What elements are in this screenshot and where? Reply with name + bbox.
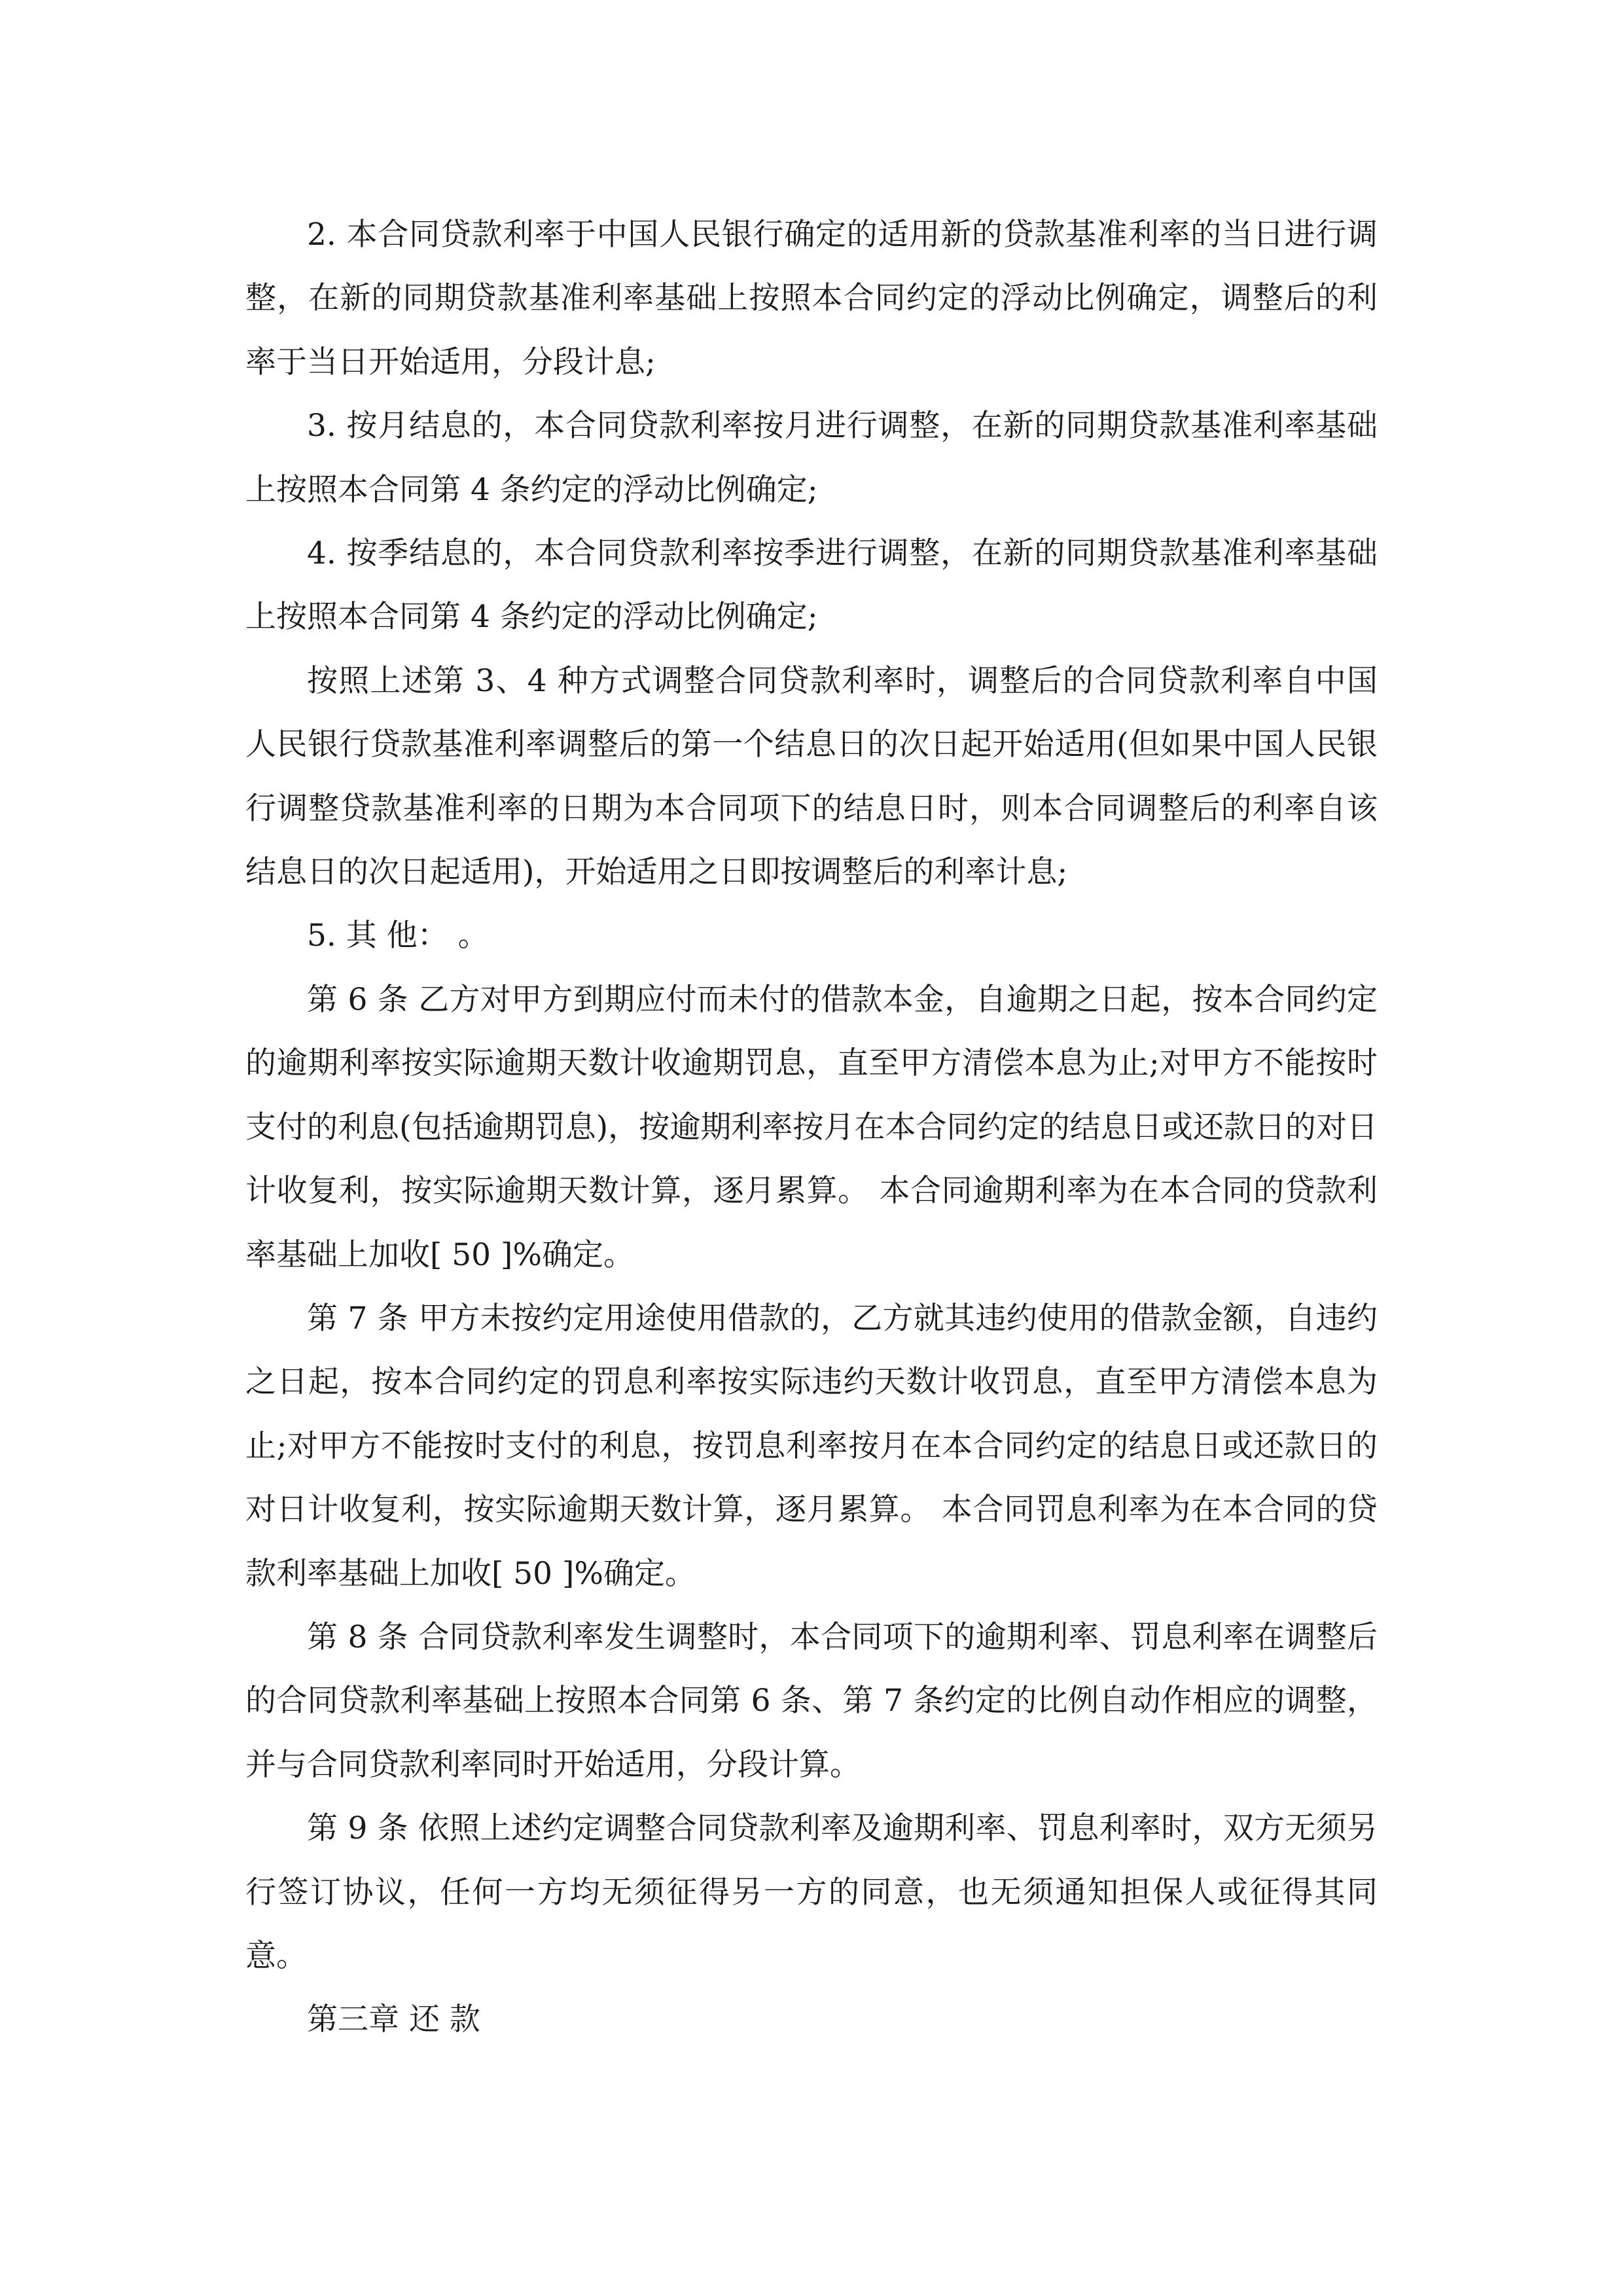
paragraph-article-8: 第 8 条 合同贷款利率发生调整时，本合同项下的逾期利率、罚息利率在调整后的合同贷款利率基础上按照本合同第 6 条、第 7 条约定的比例自动作相应的调整，并与合同贷款利率同时开始适用，分段计算。 bbox=[245, 1619, 1378, 1783]
paragraph-article-7: 第 7 条 甲方未按约定用途使用借款的，乙方就其违约使用的借款金额，自违约之日起，按本合同约定的罚息利率按实际违约天数计收罚息，直至甲方清偿本息为止;对甲方不能按时支付的利息，按罚息利率按月在本合同约定的结息日或还款日的对日计收复利，按实际逾期天数计算，逐月累算。 本合同罚息利率为在本合同的贷款利率基础上加收[ 50 ]%确定。 bbox=[245, 1300, 1378, 1592]
document-body bbox=[245, 203, 1378, 2052]
paragraph-article-9: 第 9 条 依照上述约定调整合同贷款利率及逾期利率、罚息利率时，双方无须另行签订协议，任何一方均无须征得另一方的同意，也无须通知担保人或征得其同意。 bbox=[245, 1810, 1378, 1974]
paragraph-clause-3: 3. 按月结息的，本合同贷款利率按月进行调整，在新的同期贷款基准利率基础上按照本合同第 4 条约定的浮动比例确定; bbox=[245, 408, 1378, 508]
paragraph-clause-4: 4. 按季结息的，本合同贷款利率按季进行调整，在新的同期贷款基准利率基础上按照本合同第 4 条约定的浮动比例确定; bbox=[245, 535, 1378, 636]
paragraph-adjustment-note: 按照上述第 3、4 种方式调整合同贷款利率时，调整后的合同贷款利率自中国人民银行贷款基准利率调整后的第一个结息日的次日起开始适用(但如果中国人民银行调整贷款基准利率的日期为本合同项下的结息日时，则本合同调整后的利率自该结息日的次日起适用)，开始适用之日即按调整后的利率计息; bbox=[245, 662, 1378, 891]
paragraph-article-6: 第 6 条 乙方对甲方到期应付而未付的借款本金，自逾期之日起，按本合同约定的逾期利率按实际逾期天数计收逾期罚息，直至甲方清偿本息为止;对甲方不能按时支付的利息(包括逾期罚息)，按逾期利率按月在本合同约定的结息日或还款日的对日计收复利，按实际逾期天数计算，逐月累算。 本合同逾期利率为在本合同的贷款利率基础上加收[ 50 ]%确定。 bbox=[245, 981, 1378, 1273]
chapter-heading-repayment: 第三章 还 款 bbox=[307, 2001, 480, 2038]
paragraph-clause-2: 2. 本合同贷款利率于中国人民银行确定的适用新的贷款基准利率的当日进行调整，在新的同期贷款基准利率基础上按照本合同约定的浮动比例确定，调整后的利率于当日开始适用，分段计息; bbox=[245, 217, 1378, 380]
paragraph-clause-5-other: 5. 其 他： 。 bbox=[307, 918, 489, 954]
